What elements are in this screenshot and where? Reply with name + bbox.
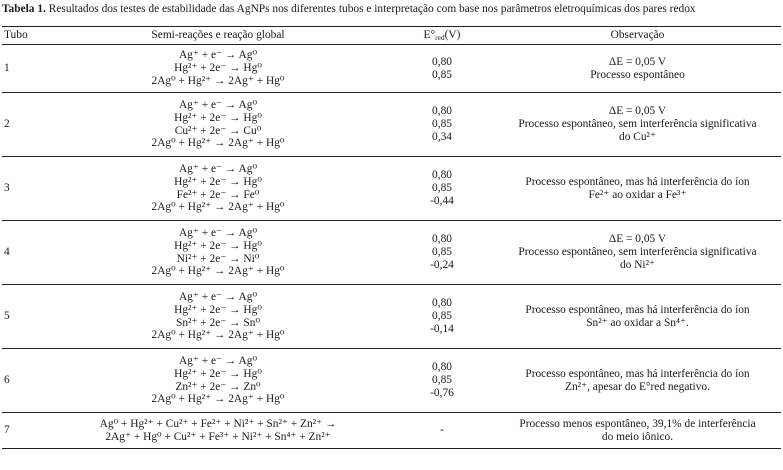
tubo-cell: 1 [4,62,10,75]
equation-cell-line: Zn²⁺ + 2e⁻ → Zn⁰ [175,380,261,393]
potential-cell-line: 0,85 [432,374,452,387]
equation-cell [46,349,390,413]
equation-cell-line: Ag⁺ + e⁻ → Ag⁰ [178,290,258,303]
table-row [2,285,781,349]
equation-cell [46,221,390,285]
observation-cell [494,157,781,221]
potential-cell [390,157,494,221]
potential-cell [390,93,494,157]
observation-cell [494,349,781,413]
potential-cell [390,349,494,413]
table-row [2,349,781,413]
header-observacao: Observação [610,29,665,42]
header-potential-unit: (V) [444,29,461,42]
potential-cell-line: 0,85 [432,310,452,323]
observation-cell-line: do Cu²⁺ [619,130,656,143]
table-row [2,93,781,157]
observation-cell-line: Fe²⁺ ao oxidar a Fe³⁺ [588,188,687,201]
observation-cell-line: ΔE = 0,05 V [608,55,667,68]
observation-cell-line: ΔE = 0,05 V [608,233,667,246]
potential-cell [390,221,494,285]
table-header [2,27,781,45]
equation-cell-line: Ag⁺ + e⁻ → Ag⁰ [178,98,258,111]
table-row [2,45,781,93]
equation-cell [46,45,390,93]
equation-cell-line: Fe²⁺ + 2e⁻ → Fe⁰ [176,188,260,201]
table-caption [2,2,781,16]
potential-cell [390,45,494,93]
tubo-cell: 6 [4,374,10,387]
header-tubo: Tubo [4,29,28,42]
observation-cell-line: Processo espontâneo [590,68,685,81]
observation-cell-line: Processo espontâneo, mas há interferência do íon [525,367,750,380]
table-row [2,157,781,221]
potential-cell-line: -0,14 [430,322,454,335]
caption-label: Tabela 1. [2,3,46,15]
observation-cell-line: do meio iônico. [601,430,674,443]
potential-cell [390,413,494,449]
observation-cell [494,413,781,449]
observation-cell-line: Processo espontâneo, sem interferência significativa [518,246,757,259]
observation-cell [494,45,781,93]
equation-cell-line: Ag⁺ + e⁻ → Ag⁰ [178,49,258,62]
observation-cell [494,221,781,285]
potential-cell-line: 0,80 [432,233,452,246]
table-row [2,221,781,285]
tubo-cell: 4 [4,246,10,259]
equation-cell-line: Ag⁰ + Hg²⁺ + Cu²⁺ + Fe²⁺ + Ni²⁺ + Sn²⁺ + Zn²⁺ → [99,417,337,430]
equation-cell [46,93,390,157]
potential-cell-line: - [440,424,444,437]
equation-cell-line: 2Ag⁰ + Hg²⁺ → 2Ag⁺ + Hg⁰ [151,265,285,278]
equation-cell-line: Sn²⁺ + 2e⁻ → Sn⁰ [175,316,261,329]
equation-cell-line: Ag⁺ + e⁻ → Ag⁰ [178,226,258,239]
equation-cell-line: 2Ag⁰ + Hg²⁺ → 2Ag⁺ + Hg⁰ [151,329,285,342]
potential-cell-line: 0,80 [432,105,452,118]
equation-cell [46,157,390,221]
observation-cell-line: Processo espontâneo, sem interferência significativa [518,118,757,131]
equation-cell-line: Ni²⁺ + 2e⁻ → Ni⁰ [176,252,260,265]
observation-cell-line: ΔE = 0,05 V [608,105,667,118]
observation-cell [494,93,781,157]
equation-cell [46,413,390,449]
table-row [2,413,781,449]
equation-cell-line: Hg²⁺ + 2e⁻ → Hg⁰ [174,239,262,252]
potential-cell-line: 0,85 [432,68,452,81]
results-table [2,26,781,449]
table-body [2,45,781,449]
potential-cell-line: -0,24 [430,258,454,271]
header-row [2,27,781,45]
equation-cell [46,285,390,349]
tubo-cell: 7 [4,424,10,437]
header-potential-symbol: E° [423,29,436,42]
equation-cell-line: Ag⁺ + e⁻ → Ag⁰ [178,354,258,367]
potential-cell-line: 0,85 [432,118,452,131]
observation-cell-line: Sn²⁺ ao oxidar a Sn⁴⁺. [586,316,689,329]
equation-cell-line: Hg²⁺ + 2e⁻ → Hg⁰ [174,175,262,188]
potential-cell-line: -0,44 [430,194,454,207]
equation-cell-line: 2Ag⁰ + Hg²⁺ → 2Ag⁺ + Hg⁰ [151,201,285,214]
potential-cell-line: 0,85 [432,182,452,195]
equation-cell-line: Hg²⁺ + 2e⁻ → Hg⁰ [174,367,262,380]
equation-cell-line: 2Ag⁰ + Hg²⁺ → 2Ag⁺ + Hg⁰ [151,74,285,87]
equation-cell-line: 2Ag⁰ + Hg²⁺ → 2Ag⁺ + Hg⁰ [151,393,285,406]
observation-cell-line: Processo espontâneo, mas há interferência do íon [525,175,750,188]
potential-cell-line: 0,80 [432,169,452,182]
equation-cell-line: Hg²⁺ + 2e⁻ → Hg⁰ [174,111,262,124]
caption-text: Resultados dos testes de estabilidade das AgNPs nos diferentes tubos e interpretação com base nos parâmetros eletroquímicas dos pares redox [45,3,696,15]
observation-cell-line: Zn²⁺, apesar do E°red negativo. [565,380,710,393]
equation-cell-line: 2Ag⁺ + Hg⁰ + Cu²⁺ + Fe³⁺ + Ni²⁺ + Sn⁴⁺ + Zn²⁺ [105,430,331,443]
tubo-cell: 3 [4,182,10,195]
equation-cell-line: 2Ag⁰ + Hg²⁺ → 2Ag⁺ + Hg⁰ [151,137,285,150]
equation-cell-line: Hg²⁺ + 2e⁻ → Hg⁰ [174,62,262,75]
header-semi-reacoes: Semi-reações e reação global [151,29,285,42]
tubo-cell: 2 [4,118,10,131]
equation-cell-line: Ag⁺ + e⁻ → Ag⁰ [178,162,258,175]
tubo-cell: 5 [4,310,10,323]
potential-cell-line: 0,80 [432,361,452,374]
header-potential-subscript: red [435,33,445,43]
equation-cell-line: Hg²⁺ + 2e⁻ → Hg⁰ [174,303,262,316]
observation-cell-line: Processo menos espontâneo, 39,1% de interferência [519,417,756,430]
potential-cell-line: 0,80 [432,297,452,310]
potential-cell-line: 0,85 [432,246,452,259]
potential-cell-line: -0,76 [430,386,454,399]
observation-cell [494,285,781,349]
potential-cell-line: 0,80 [432,55,452,68]
header-potential [390,27,494,45]
observation-cell-line: do Ni²⁺ [619,258,656,271]
potential-cell [390,285,494,349]
potential-cell-line: 0,34 [432,130,452,143]
equation-cell-line: Cu²⁺ + 2e⁻ → Cu⁰ [174,124,262,137]
observation-cell-line: Processo espontâneo, mas há interferência do íon [525,303,750,316]
